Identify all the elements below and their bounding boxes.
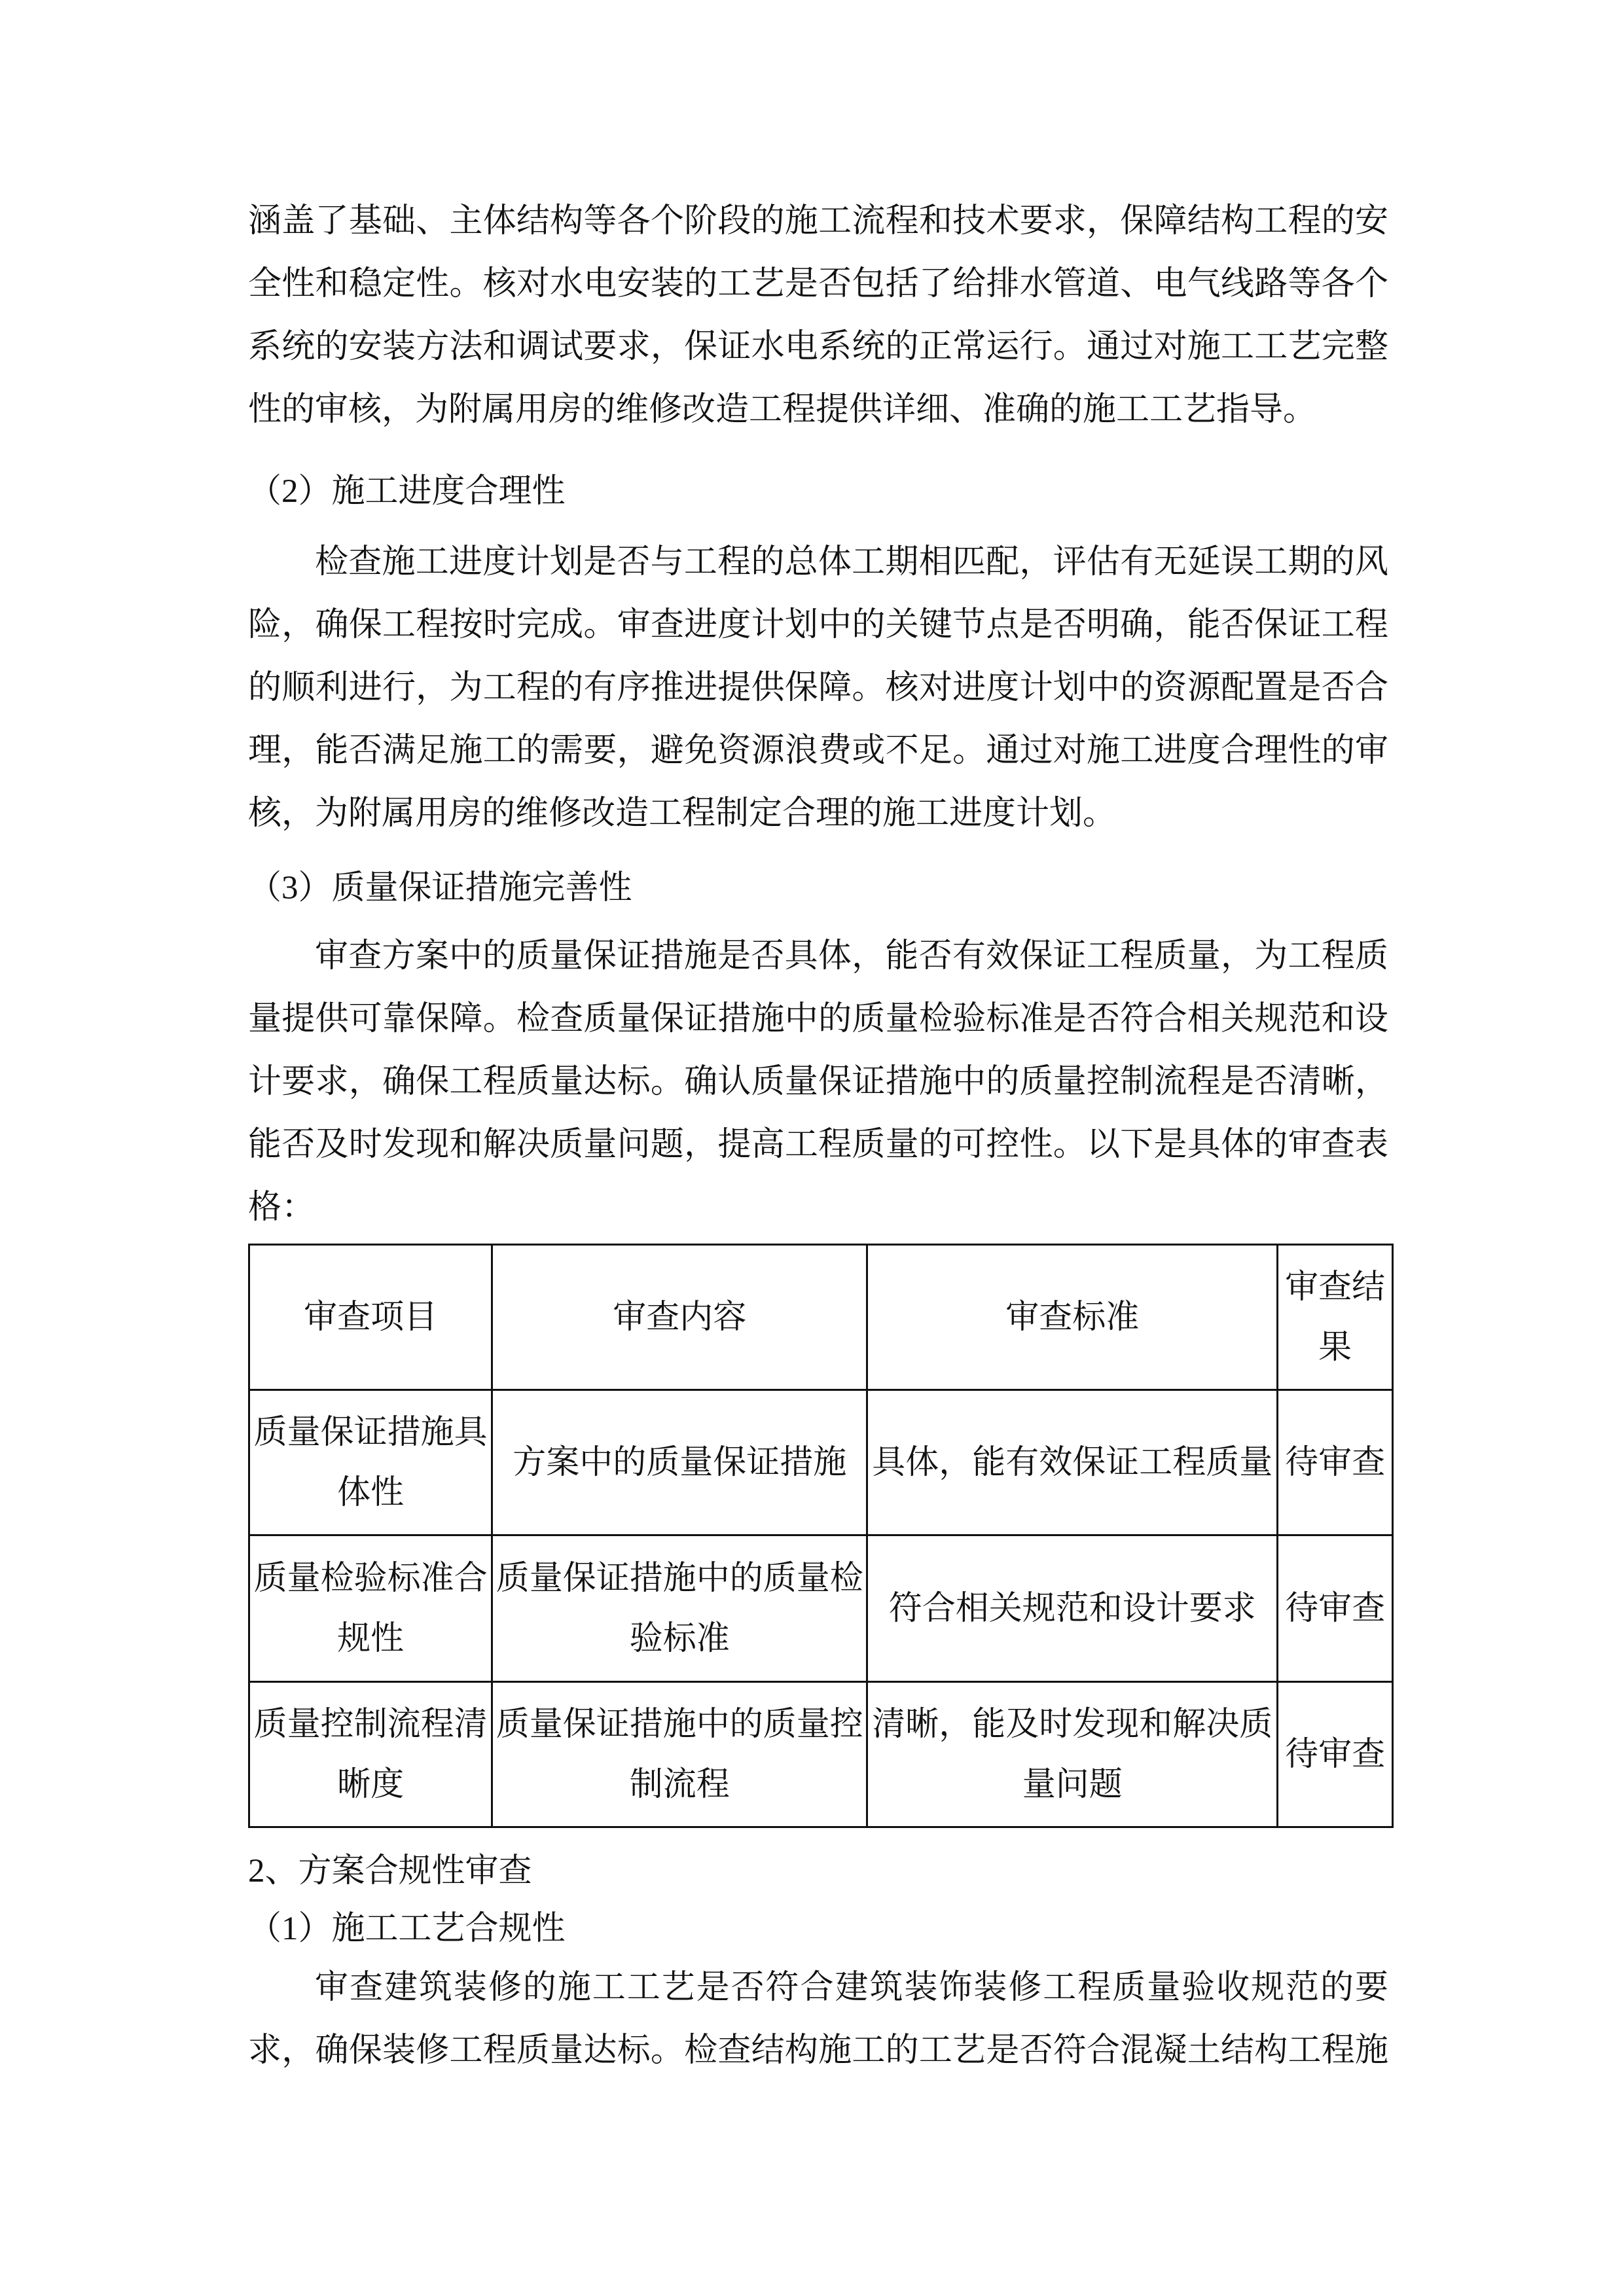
- table-header-row: [249, 1245, 1393, 1390]
- text-line: 计要求，确保工程质量达标。确认质量保证措施中的质量控制流程是否清晰，: [248, 1064, 1388, 1100]
- table-cell: 符合相关规范和设计要求: [867, 1535, 1278, 1682]
- text-line: 险，确保工程按时完成。审查进度计划中的关键节点是否明确，能否保证工程: [248, 607, 1388, 643]
- table-cell: 质量保证措施中的质量控制流程: [492, 1682, 867, 1827]
- table-cell: 待审查: [1278, 1390, 1393, 1535]
- header-cell: 审查项目: [249, 1245, 492, 1390]
- table-cell: 质量保证措施具体性: [249, 1390, 492, 1535]
- text-line: 能否及时发现和解决质量问题，提高工程质量的可控性。以下是具体的审查表: [248, 1126, 1388, 1163]
- table-cell: 待审查: [1278, 1535, 1393, 1682]
- heading-compliance: 2、方案合规性审查: [248, 1853, 532, 1890]
- text-line: 格：: [248, 1189, 316, 1226]
- text-line: 的顺利进行，为工程的有序推进提供保障。核对进度计划中的资源配置是否合: [248, 670, 1388, 706]
- text-line: 全性和稳定性。核对水电安装的工艺是否包括了给排水管道、电气线路等各个: [248, 266, 1388, 302]
- paragraph-schedule: [248, 531, 1388, 845]
- header-cell: 审查结果: [1278, 1245, 1393, 1390]
- heading-quality: （3）质量保证措施完善性: [248, 870, 632, 906]
- text-line: 核，为附属用房的维修改造工程制定合理的施工进度计划。: [248, 795, 1117, 832]
- text-line: 理，能否满足施工的需要，避免资源浪费或不足。通过对施工进度合理性的审: [248, 732, 1388, 769]
- paragraph-process-completeness: [248, 190, 1388, 441]
- table-cell: 待审查: [1278, 1682, 1393, 1827]
- text-line: 审查方案中的质量保证措施是否具体，能否有效保证工程质量，为工程质: [315, 938, 1388, 975]
- table-cell: 方案中的质量保证措施: [492, 1390, 867, 1535]
- table-row: [249, 1390, 1393, 1535]
- table-cell: 具体，能有效保证工程质量: [867, 1390, 1278, 1535]
- text-line: 系统的安装方法和调试要求，保证水电系统的正常运行。通过对施工工艺完整: [248, 329, 1388, 365]
- paragraph-quality: [248, 925, 1388, 1239]
- table-cell: 质量检验标准合规性: [249, 1535, 492, 1682]
- text-line: 量提供可靠保障。检查质量保证措施中的质量检验标准是否符合相关规范和设: [248, 1001, 1388, 1037]
- header-cell: 审查标准: [867, 1245, 1278, 1390]
- header-cell: 审查内容: [492, 1245, 867, 1390]
- table-row: [249, 1535, 1393, 1682]
- table-cell: 质量保证措施中的质量检验标准: [492, 1535, 867, 1682]
- table-cell: 质量控制流程清晰度: [249, 1682, 492, 1827]
- table-cell: 清晰，能及时发现和解决质量问题: [867, 1682, 1278, 1827]
- text-line: 求，确保装修工程质量达标。检查结构施工的工艺是否符合混凝土结构工程施: [248, 2032, 1388, 2069]
- text-line: 性的审核，为附属用房的维修改造工程提供详细、准确的施工工艺指导。: [248, 391, 1317, 428]
- text-line: 检查施工进度计划是否与工程的总体工期相匹配，评估有无延误工期的风: [315, 544, 1388, 581]
- text-line: 审查建筑装修的施工工艺是否符合建筑装饰装修工程质量验收规范的要: [315, 1969, 1388, 2006]
- heading-schedule: （2）施工进度合理性: [248, 473, 566, 510]
- review-table: [248, 1244, 1394, 1828]
- text-line: 涵盖了基础、主体结构等各个阶段的施工流程和技术要求，保障结构工程的安: [248, 203, 1388, 240]
- table-row: [249, 1682, 1393, 1827]
- paragraph-process-compliance: [248, 1956, 1388, 2082]
- heading-process-compliance: （1）施工工艺合规性: [248, 1910, 566, 1947]
